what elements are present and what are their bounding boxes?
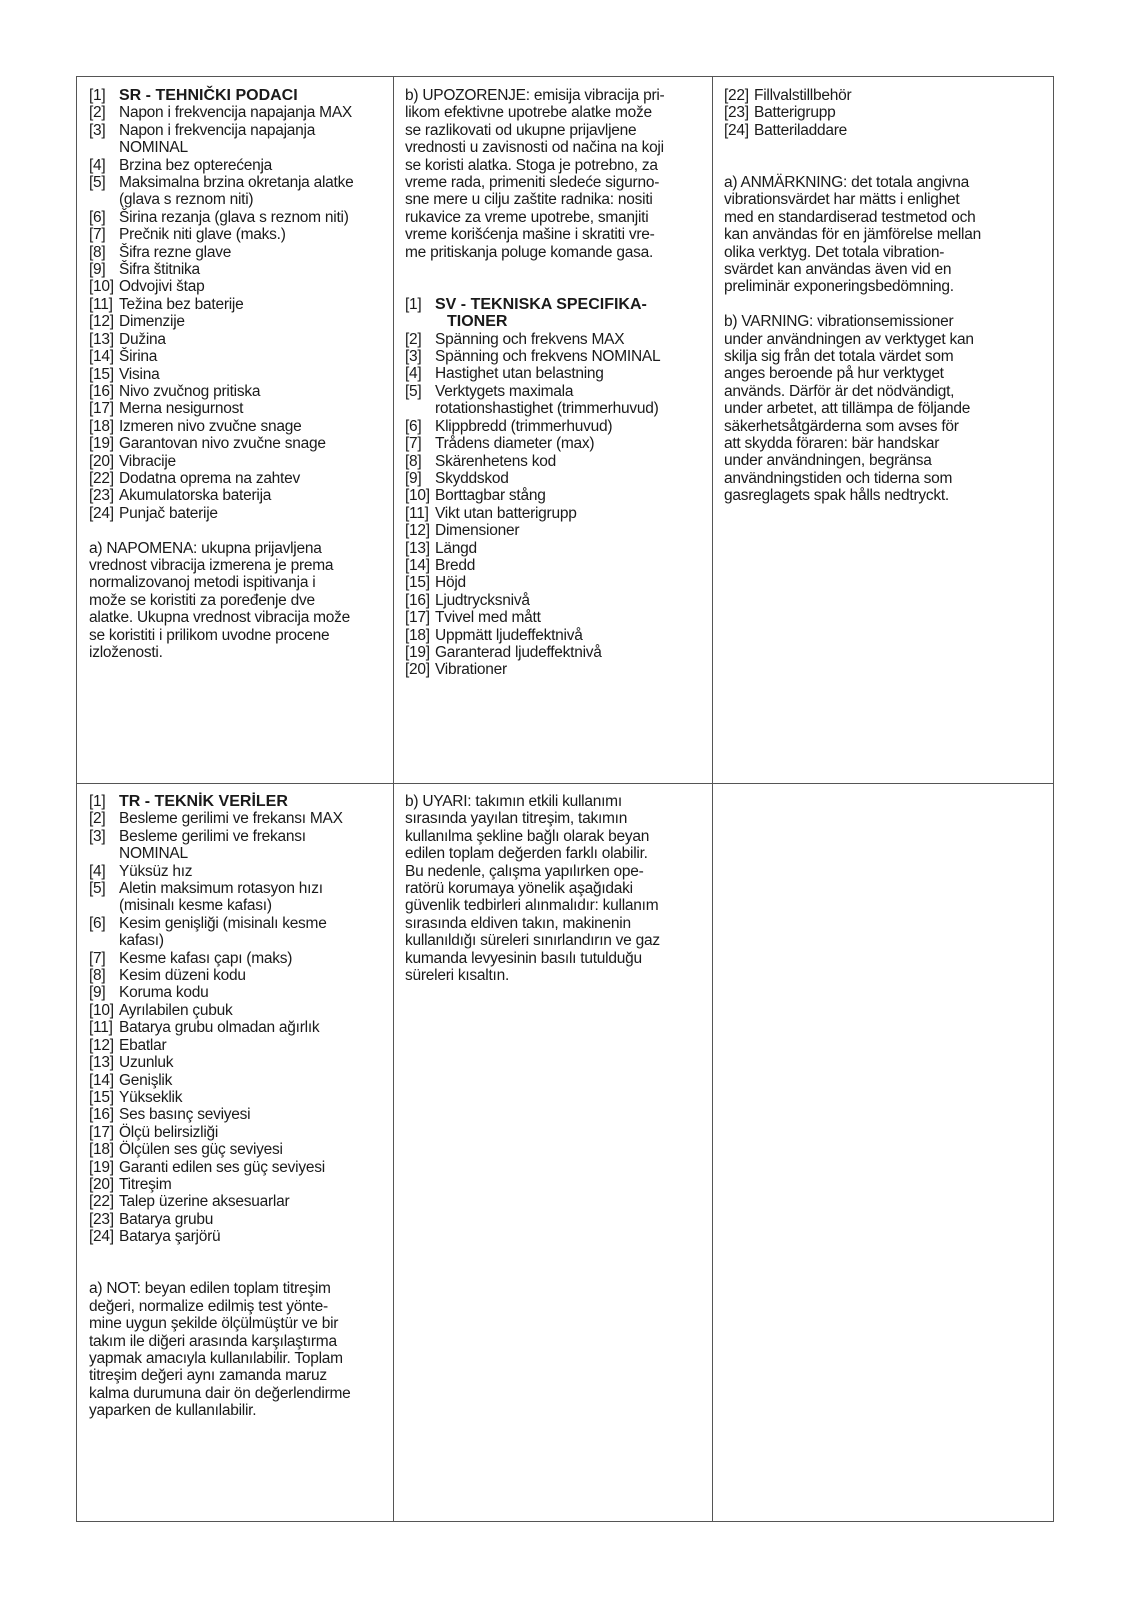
item-label: Spänning och frekvens NOMINAL: [435, 348, 661, 366]
spec-item: [89, 296, 383, 313]
spec-item: [89, 810, 383, 827]
spec-item: [89, 122, 383, 139]
item-label: Dimenzije: [119, 313, 185, 331]
spec-item: [405, 487, 702, 504]
item-label: Garanterad ljudeffektnivå: [435, 643, 602, 661]
item-number: [16]: [405, 591, 430, 609]
item-number: [5]: [405, 382, 422, 400]
item-label: Yükseklik: [119, 1088, 183, 1106]
item-number: [14]: [89, 348, 114, 366]
item-number: [6]: [405, 417, 422, 435]
note-a: a) ANMÄRKNING: det totala angivna vibrationsvärdet har mätts i enlighet med en standardiserad testmetod och kan användas för en jämförelse mellan olika verktyg. Det totala vibration- svärdet kan användas även vid en preliminär exponeringsbedömning.: [724, 174, 981, 296]
spec-item: [724, 104, 1045, 121]
item-number: [24]: [89, 1228, 114, 1246]
item-label: Koruma kodu: [119, 984, 209, 1002]
section-title-line: TIONER: [447, 313, 508, 331]
note-a: a) NAPOMENA: ukupna prijavljena vrednost vibracija izmerena je prema normalizovanoj metodi ispitivanja i može se koristiti za poređenje dve alatke. Ukupna vrednost vibracija može se koristiti i prilikom uvodne procene izloženosti.: [89, 539, 351, 661]
item-number: [2]: [89, 104, 106, 122]
item-label: NOMINAL: [119, 845, 188, 863]
item-number: [89, 932, 119, 949]
item-number: [18]: [89, 1141, 114, 1159]
spec-item: [405, 505, 702, 522]
section-heading: [405, 296, 702, 331]
spec-item: [89, 880, 383, 897]
item-label: kafası): [119, 932, 164, 950]
item-label: Fillvalstillbehör: [754, 87, 852, 104]
empty-cell: [712, 783, 1055, 1523]
item-number: [19]: [405, 643, 430, 661]
item-number: [15]: [89, 365, 114, 383]
spec-table: [76, 76, 1054, 1522]
item-number: [13]: [89, 1054, 114, 1072]
item-number: [20]: [89, 452, 114, 470]
item-number: [10]: [405, 487, 430, 505]
section-title: SR - TEHNIČKI PODACI: [119, 87, 298, 104]
item-number: [7]: [89, 949, 106, 967]
item-number: [13]: [89, 330, 114, 348]
spec-item: [89, 1141, 383, 1158]
item-label: Besleme gerilimi ve frekansı: [119, 827, 306, 845]
item-label: Prečnik niti glave (maks.): [119, 226, 286, 244]
item-label: Besleme gerilimi ve frekansı MAX: [119, 810, 343, 828]
item-label: Nivo zvučnog pritiska: [119, 382, 261, 400]
item-label: Vibracije: [119, 452, 176, 470]
section-title: [435, 296, 702, 331]
item-label: (misinalı kesme kafası): [119, 897, 272, 915]
tr-warning-cell: [393, 783, 712, 1523]
item-label: Batarya şarjörü: [119, 1228, 221, 1246]
item-number: [8]: [89, 967, 106, 985]
spec-item: [89, 863, 383, 880]
item-label: Skärenhetens kod: [435, 452, 556, 470]
item-label: Napon i frekvencija napajanja MAX: [119, 104, 352, 122]
spec-item: [405, 470, 702, 487]
spec-item: [89, 244, 383, 261]
item-number: [18]: [405, 626, 430, 644]
spec-item: [89, 1054, 383, 1071]
item-label: Talep üzerine aksesuarlar: [119, 1193, 290, 1211]
spec-item: [405, 400, 702, 417]
item-number: [3]: [405, 348, 422, 366]
item-label: Titreşim: [119, 1175, 172, 1193]
item-label: Ölçü belirsizliği: [119, 1123, 219, 1141]
item-number: [1]: [405, 295, 422, 313]
spec-item: [89, 139, 383, 156]
note-a: a) NOT: beyan edilen toplam titreşim değeri, normalize edilmiş test yönte- mine uygun şekilde ölçülmüştür ve bir takım ile diğeri arasında karşılaştırma yapmak amacıyla kullanılabilir. Toplam titreşim değeri aynı zamanda maruz kalma durumuna dair ön değerlendirme yaparken de kullanılabilir.: [89, 1280, 351, 1420]
spec-item: [89, 191, 383, 208]
item-number: [5]: [89, 174, 106, 192]
item-label: Spänning och frekvens MAX: [435, 330, 625, 348]
item-label: Kesim düzeni kodu: [119, 967, 246, 985]
spec-item: [89, 453, 383, 470]
spec-item: [89, 174, 383, 191]
item-label: Trådens diameter (max): [435, 435, 595, 453]
item-number: [18]: [89, 417, 114, 435]
item-number: [10]: [89, 278, 114, 296]
item-label: Šifra štitnika: [119, 261, 200, 279]
spec-item: [89, 331, 383, 348]
item-number: [9]: [89, 984, 106, 1002]
item-label: Merna nesigurnost: [119, 400, 244, 418]
item-label: Batarya grubu olmadan ağırlık: [119, 1019, 320, 1037]
tr-specs-cell: [77, 783, 393, 1523]
item-label: Kesim genişliği (misinalı kesme: [119, 914, 327, 932]
spec-item: [89, 104, 383, 121]
spec-item: [89, 845, 383, 862]
spec-item: [89, 950, 383, 967]
sr-specs-cell: [77, 77, 393, 783]
item-label: Längd: [435, 539, 477, 557]
item-label: Brzina bez opterećenja: [119, 156, 273, 174]
item-label: Hastighet utan belastning: [435, 365, 604, 383]
spec-item: [89, 1228, 383, 1245]
item-number: [7]: [89, 226, 106, 244]
item-number: [12]: [405, 522, 430, 540]
item-number: [1]: [89, 793, 106, 810]
section-heading: [89, 793, 383, 810]
item-number: [16]: [89, 382, 114, 400]
spec-item: [405, 365, 702, 382]
sv-continued-cell: [712, 77, 1055, 783]
item-number: [3]: [89, 121, 106, 139]
item-number: [2]: [89, 810, 106, 828]
section-title: TR - TEKNİK VERİLER: [119, 793, 288, 810]
spec-item: [724, 87, 1045, 104]
note-b: b) UPOZORENJE: emisija vibracija pri- likom efektivne upotrebe alatke može se razlikovati od ukupne prijavljene vrednosti u zavisnosti od načina na koji se koristi alatka. Stoga je potrebno, za vreme rada, primeniti sledeće sigurno- sne mere u cilju zaštite radnika: nositi rukavice za vreme upotrebe, smanjiti vreme korišćenja mašine i skratiti vre- me pritiskanja poluge komande gasa.: [405, 87, 665, 261]
item-label: Težina bez baterije: [119, 295, 244, 313]
item-number: [17]: [405, 609, 430, 627]
spec-item: [405, 540, 702, 557]
spec-item: [89, 1193, 383, 1210]
section-heading: [89, 87, 383, 104]
item-label: (glava s reznom niti): [119, 191, 254, 209]
item-label: Vibrationer: [435, 661, 507, 679]
spec-item: [405, 435, 702, 452]
spec-item: [89, 348, 383, 365]
item-label: Punjač baterije: [119, 504, 218, 522]
spec-item: [405, 609, 702, 626]
item-number: [22]: [89, 469, 114, 487]
item-label: Borttagbar stång: [435, 487, 546, 505]
tr-spec-list: [89, 810, 383, 1245]
item-number: [11]: [89, 295, 113, 313]
spec-item: [89, 157, 383, 174]
spec-item: [89, 383, 383, 400]
item-number: [6]: [89, 914, 106, 932]
item-number: [20]: [89, 1175, 114, 1193]
item-number: [14]: [89, 1071, 114, 1089]
item-label: rotationshastighet (trimmerhuvud): [435, 400, 659, 418]
spec-item: [405, 453, 702, 470]
spec-item: [89, 278, 383, 295]
item-label: Ayrılabilen çubuk: [119, 1001, 233, 1019]
item-label: NOMINAL: [119, 139, 188, 157]
spec-item: [89, 418, 383, 435]
item-number: [9]: [405, 469, 422, 487]
spec-item: [89, 1124, 383, 1141]
item-number: [24]: [724, 121, 749, 139]
item-label: Klippbredd (trimmerhuvud): [435, 417, 613, 435]
spec-item: [405, 592, 702, 609]
item-number: [19]: [89, 1158, 114, 1176]
spec-item: [89, 366, 383, 383]
item-label: Ölçülen ses güç seviyesi: [119, 1141, 283, 1159]
item-label: Širina rezanja (glava s reznom niti): [119, 208, 349, 226]
item-label: Skyddskod: [435, 469, 509, 487]
sr-spec-list: [89, 104, 383, 522]
item-number: [89, 191, 119, 208]
item-label: Maksimalna brzina okretanja alatke: [119, 174, 354, 192]
item-number: [17]: [89, 1123, 114, 1141]
note-b: b) UYARI: takımın etkili kullanımı sırasında yayılan titreşim, takımın kullanılma şekline bağlı olarak beyan edilen toplam değerden farklı olabilir. Bu nedenle, çalışma yapılırken ope- ratörü korumaya yönelik aşağıdaki güvenlik tedbirleri alınmalıdır: kullanım sırasında eldiven takın, makinenin kullanıldığı süreleri sınırlandırın ve gaz kumanda levyesinin basılı tutulduğu süreleri kısaltın.: [405, 793, 660, 985]
spec-item: [405, 627, 702, 644]
spec-item: [89, 828, 383, 845]
item-number: [5]: [89, 880, 106, 898]
item-label: Yüksüz hız: [119, 862, 193, 880]
spec-item: [405, 331, 702, 348]
spec-item: [89, 1089, 383, 1106]
item-number: [89, 897, 119, 914]
item-number: [12]: [89, 313, 114, 331]
section-title-line: SV - TEKNISKA SPECIFIKA-: [435, 295, 647, 313]
item-label: Dimensioner: [435, 522, 520, 540]
sv-spec-list-continued: [724, 87, 1045, 139]
item-label: Ljudtrycksnivå: [435, 591, 530, 609]
item-number: [3]: [89, 827, 106, 845]
item-label: Batteriladdare: [754, 121, 848, 139]
spec-item: [89, 1106, 383, 1123]
item-number: [10]: [89, 1001, 114, 1019]
item-number: [17]: [89, 400, 114, 418]
spec-item: [405, 383, 702, 400]
item-number: [12]: [89, 1036, 114, 1054]
spec-item: [405, 644, 702, 661]
spec-item: [89, 1002, 383, 1019]
item-label: Ebatlar: [119, 1036, 167, 1054]
item-number: [4]: [89, 156, 106, 174]
spec-item: [89, 1037, 383, 1054]
item-number: [4]: [89, 862, 106, 880]
item-number: [15]: [89, 1088, 114, 1106]
spec-item: [89, 932, 383, 949]
spec-item: [89, 487, 383, 504]
spec-item: [89, 1019, 383, 1036]
item-label: Aletin maksimum rotasyon hızı: [119, 880, 323, 898]
item-number: [89, 845, 119, 862]
spec-item: [405, 661, 702, 678]
item-number: [11]: [405, 504, 429, 522]
item-label: Šifra rezne glave: [119, 243, 232, 261]
item-number: [13]: [405, 539, 430, 557]
item-number: [19]: [89, 435, 114, 453]
note-b: b) VARNING: vibrationsemissioner under användningen av verktyget kan skilja sig från det totala värdet som anges beroende på hur verktyget används. Därför är det nödvändigt, under arbetet, att tillämpa de följande säkerhetsåtgärderna som avses för att skydda föraren: bär handskar under användningen, begränsa användningstiden och tiderna som gasreglagets spak hålls nedtryckt.: [724, 313, 974, 505]
spec-item: [89, 897, 383, 914]
item-number: [9]: [89, 261, 106, 279]
spec-item: [405, 522, 702, 539]
sv-spec-list: [405, 331, 702, 679]
item-label: Verktygets maximala: [435, 382, 574, 400]
spec-item: [89, 226, 383, 243]
item-number: [23]: [724, 104, 749, 122]
spec-item: [89, 313, 383, 330]
item-label: Vikt utan batterigrupp: [435, 504, 577, 522]
item-number: [89, 139, 119, 156]
item-number: [24]: [89, 504, 114, 522]
spec-item: [405, 574, 702, 591]
item-label: Garantovan nivo zvučne snage: [119, 435, 326, 453]
item-label: Garanti edilen ses güç seviyesi: [119, 1158, 325, 1176]
spec-item: [89, 400, 383, 417]
item-number: [2]: [405, 330, 422, 348]
spec-item: [89, 1072, 383, 1089]
spec-item: [89, 505, 383, 522]
spec-item: [405, 557, 702, 574]
spec-item: [89, 261, 383, 278]
spec-item: [724, 122, 1045, 139]
item-label: Tvivel med mått: [435, 609, 541, 627]
item-number: [8]: [405, 452, 422, 470]
spec-item: [89, 1159, 383, 1176]
item-number: [23]: [89, 487, 114, 505]
item-label: Širina: [119, 348, 158, 366]
item-label: Batarya grubu: [119, 1210, 214, 1228]
spec-item: [89, 1211, 383, 1228]
spec-item: [89, 1176, 383, 1193]
spec-item: [89, 915, 383, 932]
item-label: Uppmätt ljudeffektnivå: [435, 626, 583, 644]
spec-item: [89, 470, 383, 487]
item-number: [405, 400, 435, 417]
item-number: [4]: [405, 365, 422, 383]
item-label: Kesme kafası çapı (maks): [119, 949, 293, 967]
item-label: Bredd: [435, 556, 476, 574]
item-number: [15]: [405, 574, 430, 592]
item-label: Batterigrupp: [754, 104, 836, 122]
item-number: [22]: [89, 1193, 114, 1211]
item-label: Dodatna oprema na zahtev: [119, 469, 300, 487]
item-label: Genişlik: [119, 1071, 173, 1089]
item-label: Dužina: [119, 330, 166, 348]
item-number: [6]: [89, 208, 106, 226]
sv-specs-cell: [393, 77, 712, 783]
item-number: [8]: [89, 243, 106, 261]
spec-item: [89, 967, 383, 984]
item-label: Ses basınç seviyesi: [119, 1106, 251, 1124]
item-number: [11]: [89, 1019, 113, 1037]
item-number: [7]: [405, 435, 422, 453]
item-number: [1]: [89, 87, 106, 104]
item-label: Izmeren nivo zvučne snage: [119, 417, 302, 435]
spec-item: [405, 418, 702, 435]
spec-item: [405, 348, 702, 365]
item-number: [14]: [405, 556, 430, 574]
item-label: Napon i frekvencija napajanja: [119, 121, 316, 139]
spec-item: [89, 435, 383, 452]
spec-item: [89, 984, 383, 1001]
item-label: Akumulatorska baterija: [119, 487, 272, 505]
item-label: Höjd: [435, 574, 466, 592]
item-number: [16]: [89, 1106, 114, 1124]
spec-item: [89, 209, 383, 226]
item-label: Visina: [119, 365, 160, 383]
item-number: [20]: [405, 661, 430, 679]
item-label: Odvojivi štap: [119, 278, 205, 296]
item-number: [22]: [724, 87, 749, 104]
item-number: [23]: [89, 1210, 114, 1228]
item-label: Uzunluk: [119, 1054, 174, 1072]
